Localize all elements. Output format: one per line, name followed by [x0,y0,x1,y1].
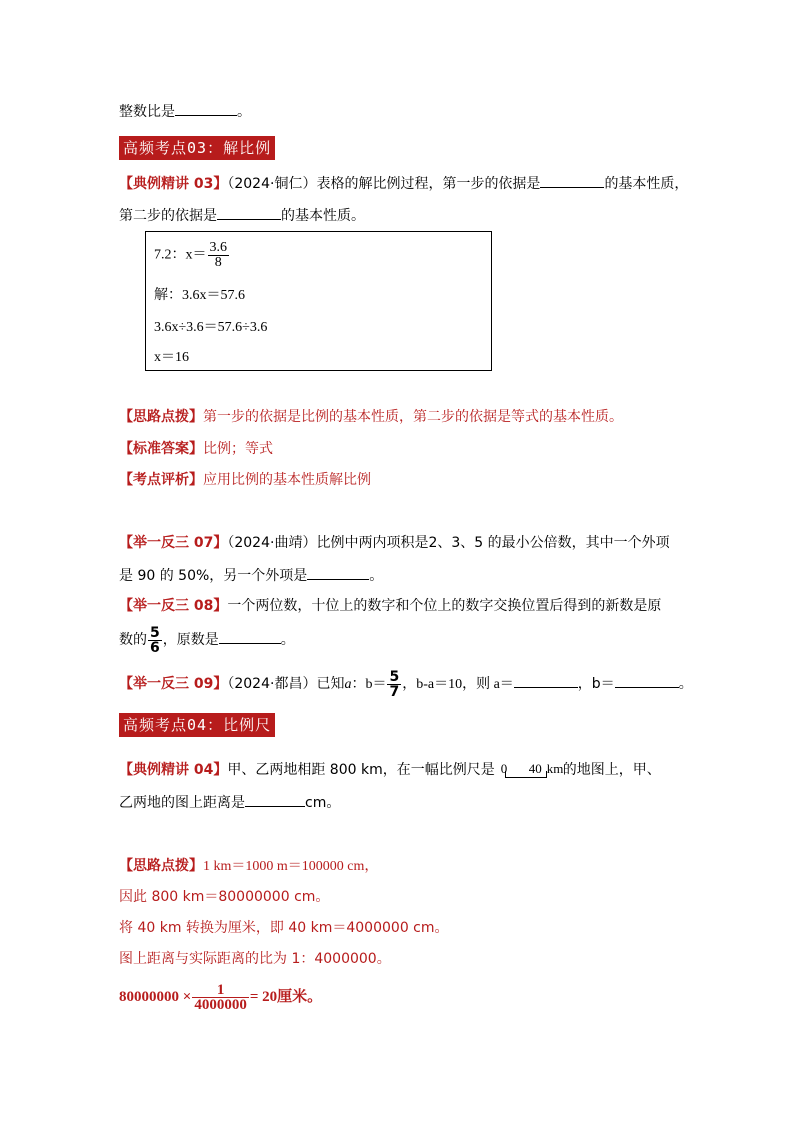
answer-blank[interactable] [217,205,281,220]
example-tag: 【典例精讲 03】 [119,176,228,192]
solution-row-4: x＝16 [154,350,189,365]
section-banner-04 [119,713,275,737]
hint-04-line4: 图上距离与实际距离的比为 1：4000000。 [119,951,391,967]
eval-text: 应用比例的基本性质解比例 [203,472,371,488]
hint-04-line2: 因此 800 km＝80000000 cm。 [119,889,330,905]
fraction [387,670,401,699]
question-08-line1 [119,596,661,616]
solution-table [145,231,492,371]
answer-tag: 【标准答案】 [119,441,203,457]
example-03-line2 [119,205,365,226]
hint-04-line3: 将 40 km 转换为厘米，即 40 km＝4000000 cm。 [119,920,449,936]
math-fraction-num: 1 [192,983,249,998]
line-top-end: 。 [237,104,251,120]
hint-04-line1 [119,856,378,877]
question-09 [119,666,693,703]
question-text: （2024·曲靖）比例中两内项积是2、3、5 的最小公倍数，其中一个外项 [227,535,670,551]
question-tag: 【举一反三 08】 [119,598,228,614]
hint-tag: 【思路点拨】 [119,858,203,874]
hint-04-line5 [119,979,322,1015]
answer-03 [119,439,273,459]
line-top [119,101,251,122]
example-04-line2 [119,792,340,813]
example-text: 的地图上，甲、 [562,762,661,778]
answer-text: 比例；等式 [203,441,273,457]
math-fraction-den: 4000000 [194,996,247,1013]
answer-blank[interactable] [175,101,237,116]
fraction-num: 5 [150,624,160,641]
question-text: ，原数是 [162,632,219,648]
hint-tag: 【思路点拨】 [119,409,203,425]
section-prefix: 高频考点 [123,139,188,157]
example-source: （2024·铜仁）表格的解比例过程，第一步的依据是 [227,176,541,192]
example-04-line1 [119,756,661,783]
section-banner-03 [119,136,275,160]
answer-blank[interactable] [219,629,281,644]
question-07-line1 [119,533,670,553]
section-prefix: 高频考点 [123,716,188,734]
fraction-num: 5 [389,668,400,685]
question-end: 。 [678,676,693,692]
line-top-text: 整数比是 [119,104,175,120]
math-left: 80000000 × [119,989,192,1005]
math-right: = 20厘米。 [249,989,323,1005]
row1-den: 8 [214,255,222,270]
section-suffix: 04：比例尺 [187,716,272,734]
answer-blank[interactable] [245,792,305,807]
question-text: 一个两位数，十位上的数字和个位上的数字交换位置后得到的新数是原 [227,598,662,614]
example-mid: 的基本性质， [604,176,689,192]
section-suffix: 03：解比例 [187,139,272,157]
example-end: cm。 [305,795,341,811]
question-source: （2024·都昌）已知 [227,676,345,692]
example-line2-a: 第二步的依据是 [119,208,217,224]
b-eq: ，b＝ [577,676,615,692]
answer-blank[interactable] [615,673,679,688]
scale-unit: km [546,761,564,776]
example-text: 甲、乙两地相距 800 km，在一幅比例尺是 [227,762,495,778]
math-fraction [192,983,249,1012]
hint-03 [119,407,623,427]
example-line2-b: 的基本性质。 [281,208,365,224]
fraction-den: 7 [389,683,400,700]
answer-blank[interactable] [540,173,604,188]
scale-bar [499,756,564,782]
solution-row-2: 解：3.6x＝57.6 [154,288,245,303]
row1-left: 7.2：x＝ [154,247,207,263]
condition: ，b-a＝10，则 a＝ [402,677,514,692]
solution-row-1 [154,241,230,270]
colon-b: ：b＝ [351,677,387,692]
question-08-line2 [119,622,295,658]
eval-tag: 【考点评析】 [119,472,203,488]
scale-zero: 0 [500,761,508,776]
example-03-line1 [119,173,688,194]
solution-row-3: 3.6x÷3.6＝57.6÷3.6 [154,320,268,335]
question-end: 。 [369,568,384,584]
example-text: 乙两地的图上距离是 [119,795,245,811]
question-end: 。 [280,632,295,648]
example-tag: 【典例精讲 04】 [119,762,228,778]
question-text: 是 90 的 50%，另一个外项是 [119,568,308,584]
answer-blank[interactable] [307,565,369,580]
var-a: a [344,677,352,692]
scale-forty: 40 [528,761,542,776]
eval-03 [119,470,371,490]
question-text: 数的 [119,632,147,648]
hint-text: 第一步的依据是比例的基本性质，第二步的依据是等式的基本性质。 [203,409,623,425]
hint-text: 1 km＝1000 m＝100000 cm， [203,859,379,874]
row1-num: 3.6 [209,240,227,255]
question-tag: 【举一反三 09】 [119,676,228,692]
scale-bar-line [505,771,547,778]
row1-fraction [208,241,230,270]
fraction [148,626,162,655]
fraction-den: 6 [150,639,160,656]
question-tag: 【举一反三 07】 [119,535,228,551]
question-07-line2 [119,565,383,586]
answer-blank[interactable] [514,673,578,688]
